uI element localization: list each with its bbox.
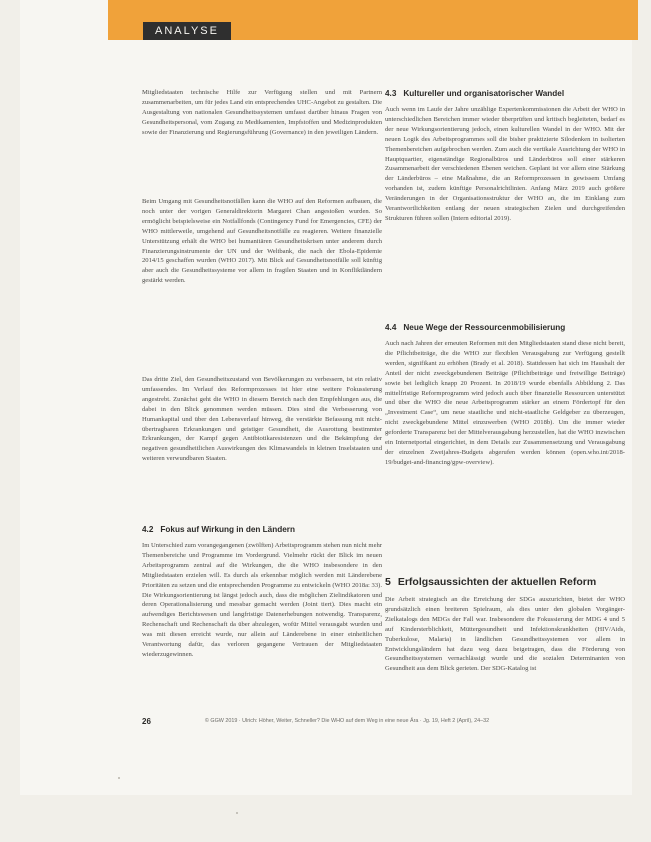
section-heading-4-2 [142, 524, 382, 535]
section-label: ANALYSE [143, 22, 231, 40]
left-column [142, 88, 382, 760]
section-heading-4-3 [385, 88, 625, 99]
heading-number: 4.2 [142, 525, 154, 534]
heading-text: Fokus auf Wirkung in den Ländern [160, 525, 295, 534]
heading-number: 4.3 [385, 89, 397, 98]
heading-number: 4.4 [385, 323, 397, 332]
section-heading-5 [385, 575, 625, 589]
paragraph: Beim Umgang mit Gesundheitsnotfällen kann die WHO auf den Reformen aufbauen, die noch unter der vorigen Generaldirektorin Margaret Chan angestoßen wurden. So ermöglicht beispielsweise ein Notfallfonds (Contingency Fund for Emergencies, CFE) der WHO mittlerweile, umgehend auf Gesundheitsnotfälle zu reagieren. Weitere finanzielle Unterstützung erhält die WHO bei humanitären Gesundheitskrisen unter anderem durch Finanzierungsinstrumente der UN und der Weltbank, die nach der Ebola-Epidemie 2014/15 geschaffen wurden (WHO 2017). Mit Blick auf Gesundheitsnotfälle soll künftig aber auch die Gesundheitssysteme vor allem in fragilen Staaten und in Konfliktländern gestärkt werden. [142, 198, 382, 285]
paper-speck [236, 812, 238, 814]
paragraph: Mitgliedstaaten technische Hilfe zur Verfügung stellen und mit Partnern zusammenarbeiten, um für jedes Land ein entsprechendes UHC-Angebot zu gestalten. Die Ausgestaltung von nationalen Gesundheitssystemen umfasst darüber hinaus Fragen von Gesundheitspersonal, vom Zugang zu Medikamenten, Impfstoffen und Medizinprodukten sowie der Finanzierung und Regierungsführung (Governance) in den jeweiligen Ländern. [142, 89, 382, 136]
paragraph: Auch wenn im Laufe der Jahre unzählige Expertenkommissionen die Arbeit der WHO in unterschiedlichen Bereichen immer wieder überprüften und kritisch begleiteten, bedarf es der neue Wirkungsorientierung jedoch, einen kulturellen Wandel in der WHO. Mit der neuen Logik des Arbeitsprogrammes soll die bisher praktizierte Silodenken in isolierten Themenbereichen aufgebrochen werden. Zum auch die vertikale Ausrichtung der WHO in Hauptquartier, eigenständige Regionalbüros und Länderbüros soll einer stärkeren Zusammenarbeit der verschiedenen Ebenen weichen. Geplant ist vor allem eine Stärkung der Länderbüros – eine Maßnahme, die an Reformprozessen in gewissem Umfang vorhanden ist, zudem künftige Personalrichtlinien. Anfang März 2019 auch größere Veränderungen in der Organisationsstruktur der WHO an, die im Einklang zum Verantwortlichkeiten entlang der neuen strategischen Zielen und durchgreifenden Strukturen führen sollen (Intern editorial 2019). [385, 106, 625, 222]
footer-citation: © GGW 2019 · Ulrich: Höher, Weiter, Schneller? Die WHO auf dem Weg in eine neue Ära · Jg. 19, Heft 2 (April), 24–32 [204, 718, 490, 724]
paragraph: Das dritte Ziel, den Gesundheitszustand von Bevölkerungen zu verbessern, ist ein relativ umfassendes. Im Verlauf des Reformprozesses ist hier eine weitere Fokussierung angestrebt. Zunächst geht die WHO in diesem Bereich nach den Empfehlungen aus, die dabei in den Blick genommen werden müssen. Dies sind die Verbesserung von Humankapital und über den Lebensverlauf hinweg, die verstärkte Befassung mit nicht-übertragbaren Erkrankungen und geistiger Gesundheit, die Ausrottung bestimmter Erkrankungen, der Kampf gegen Antibiotikaresistenzen und die Bekämpfung der negativen gesundheitlichen Auswirkungen des Klimawandels in kleinen Inselstaaten und weiteren verwundbaren Staaten. [142, 376, 382, 463]
heading-text: Neue Wege der Ressourcenmobilisierung [403, 323, 566, 332]
paragraph: Auch nach Jahren der erneuten Reformen mit den Mitgliedstaaten stand diese nicht bereit, die Pflichtbeiträge, die die WHO zur flexiblen Verausgabung zur Verfügung gestellt werden, signifikant zu erhöhen (Brady et al. 2018). Stattdessen hat sich im Haushalt der Anteil der nicht zweckgebundenen Beiträge (Pflichtbeiträge und freiwillige Beiträge) sowie bei lediglich knapp 20 Prozent. In 2018/19 wurde ebenfalls Abbildung 2. Das mittelfristige Reformprogramm wird jedoch auch über finanzielle Ressourcen unterstützt und über die WHO die neue Arbeitsprogramm stärker an einem Fördertopf für den „Investment Case“, um neue staatliche und nicht-staatliche Geldgeber zu überzeugen, nicht zweckgebundene Mittel einzuwerben (WHO 2018b). Um die immer wieder geforderte Transparenz bei der Mittelverausgabung herzustellen, hat die WHO inzwischen ein Internetportal eingerichtet, in dem Details zur Zusammensetzung und Verausgabung der einzelnen Zweijahres-Budgets abgerufen werden können (open.who.int/2018-19/budget-and-financing/gpw-overview). [385, 340, 625, 466]
paragraph: Im Unterschied zum vorangegangenen (zwölften) Arbeitsprogramm stehen nun nicht mehr Themenbereiche und Programme im Vordergrund. Vielmehr rückt der Blick im neuen Arbeitsprogramm zentral auf die Wirkungen, die die WHO insbesondere in den Mitgliedstaaten erzielen will. Es durch als erkennbar möglich werden mit Länderebene Prioritäten zu setzen und die entsprechenden Programme zu entwickeln (WHO 2018a: 33). Die Wirkungsorientierung ist längst jedoch auch, dass die möglichen Zielindikatoren und deren Operationalisierung und messbar gemacht werden (Joint tiert). Dies macht ein aufwendiges Berichtswesen und langfristige Datenerhebungen notwendig. Transparenz, Rechenschaft und Rechenschaft da über abzulegen, wofür Mittel verausgabt wurden und was mit diesen erreicht wurde, nur allein auf Länderebene in einer einheitlichen Verantwortung dafür, das verloren gegangene Vertrauen der Mitgliedstaaten wiederzugewinnen. [142, 542, 382, 658]
page-footer [142, 715, 638, 727]
paper-speck [118, 777, 120, 779]
section-heading-4-4 [385, 322, 625, 333]
paragraph: Die Arbeit strategisch an die Erreichung der SDGs auszurichten, bietet der WHO grundsätzlich einen breiteren Spielraum, als dies unter den globalen Vorgänger-Zielkatalogs den MDGs der Fall war. Insbesondere die Fokussierung der MDG 4 und 5 auf Kindersterblichkeit, Müttergesundheit und Infektionskrankheiten (HIV/Aids, Tuberkulose, Malaria) in ländlichen Gesundheitssystemen vor allem in Entwicklungsländern hat dazu weg dazu beigetragen, dass die Förderung von Gesundheitssystemen vernachlässigt wurde und die sozialen Determinanten von Gesundheit aus dem Blick gerieten. Der SDG-Katalog ist [385, 596, 625, 673]
heading-text: Kultureller und organisatorischer Wandel [403, 89, 565, 98]
heading-text: Erfolgsaussichten der aktuellen Reform [397, 576, 597, 588]
heading-number: 5 [385, 576, 391, 588]
page-number: 26 [142, 716, 151, 726]
right-column [385, 88, 625, 674]
